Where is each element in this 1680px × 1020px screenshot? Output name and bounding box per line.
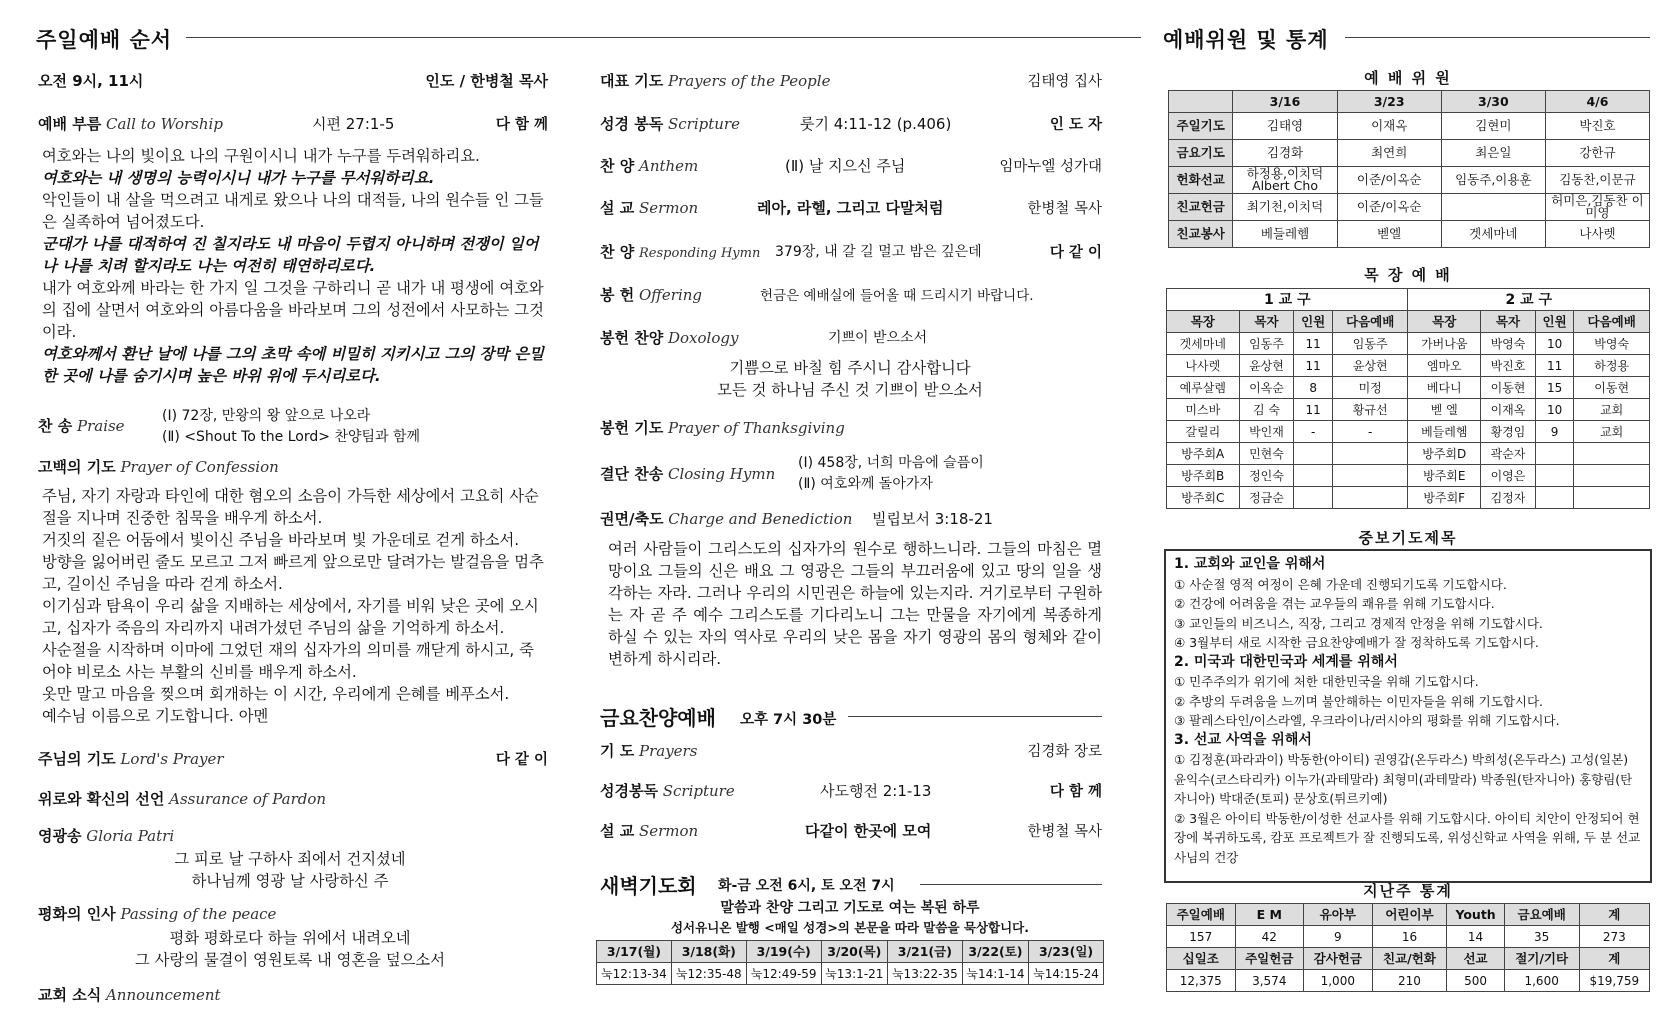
stats-value: 3,574: [1235, 970, 1304, 992]
committee-corner: [1169, 91, 1233, 113]
praise-label: 찬 송 Praise: [38, 417, 125, 435]
stats-header: 어린이부: [1372, 904, 1447, 926]
confession-line: 이기심과 탐욕이 우리 삶을 지배하는 세상에서, 자기를 비워 낮은 곳에 오시고, 십자가 죽음의 자리까지 내려가셨던 주님의 삶을 기억하게 하소서.: [42, 597, 539, 637]
committee-cell: [1441, 194, 1545, 221]
dawn-heading: 새벽기도회: [600, 874, 697, 898]
mokjang-row: [1167, 355, 1650, 377]
mokjang-table: [1166, 288, 1650, 509]
gloria-line-1: 그 피로 날 구하사 죄에서 건지셨네: [174, 850, 406, 868]
lords-prayer: 주님의 기도 Lord's Prayer: [38, 750, 224, 768]
call-ref: 시편 27:1-5: [312, 115, 395, 133]
anthem-who: 임마누엘 성가대: [999, 159, 1102, 175]
order-heading: 주일예배 순서: [36, 28, 173, 52]
psalm-verse: 여호와는 나의 빛이요 나의 구원이시니 내가 누구를 두려워하리요.: [42, 147, 480, 165]
mokjang-header: 인원: [1294, 311, 1333, 333]
friday-scripture: 성경봉독 Scripture: [600, 782, 735, 800]
peace-label: 평화의 인사 Passing of the peace: [38, 905, 277, 923]
mokjang-cell: [1535, 465, 1574, 487]
stats-value: $19,759: [1579, 970, 1649, 992]
psalm-verse: 여호와께서 환난 날에 나를 그의 초막 속에 비밀히 지키시고 그의 장막 은밀한 곳에 나를 숨기시며 높은 바위 위에 두시리로다.: [42, 345, 544, 385]
prayer-item: ② 건강에 어려움을 겪는 교우들의 쾌유를 위해 기도합시다.: [1174, 596, 1495, 611]
mokjang-cell: 가버나움: [1408, 333, 1481, 355]
friday-scripture-who: 다 함 께: [1049, 784, 1102, 800]
call-who: 다 함 께: [495, 117, 548, 133]
last-week-title: 지난주 통계: [1363, 882, 1453, 900]
stats-value: 500: [1447, 970, 1504, 992]
stats-header: 절기/기타: [1504, 948, 1579, 970]
doxology-title: 기쁘이 받으소서: [828, 330, 928, 346]
committee-role: 헌화선교: [1169, 167, 1233, 194]
committee-cell: 벧엘: [1337, 221, 1441, 248]
stats-header: Youth: [1447, 904, 1504, 926]
gloria-line-2: 하나님께 영광 날 사랑하신 주: [191, 872, 389, 890]
mokjang-cell: 이영은: [1481, 465, 1536, 487]
committee-cell: 최기천,이치덕: [1233, 194, 1337, 221]
sermon-title: 레아, 라헬, 그리고 다말처럼: [757, 199, 944, 217]
mokjang-cell: 정금순: [1239, 487, 1294, 509]
mokjang-cell: 임동주: [1239, 333, 1294, 355]
dawn-day: 3/20(목): [821, 941, 887, 963]
mokjang-cell: 김정자: [1481, 487, 1536, 509]
mokjang-cell: 교회: [1574, 399, 1650, 421]
prayer-item: ③ 팔레스타인/이스라엘, 우크라이나/러시아의 평화를 위해 기도합시다.: [1174, 713, 1560, 728]
mokjang-cell: 방주회C: [1167, 487, 1240, 509]
mokjang-cell: 11: [1294, 355, 1333, 377]
psalm-verse: 악인들이 내 살을 먹으려고 내게로 왔으나 나의 대적들, 나의 원수들 인 그들은 실족하여 넘어졌도다.: [42, 191, 544, 231]
mokjang-row: [1167, 421, 1650, 443]
committee-cell: 하정용,이치덕 Albert Cho: [1233, 167, 1337, 194]
mokjang-cell: [1294, 443, 1333, 465]
mokjang-cell: [1332, 443, 1408, 465]
stats-header: 계: [1579, 948, 1649, 970]
mokjang-cell: 미정: [1332, 377, 1408, 399]
mokjang-header: 다음예배: [1332, 311, 1408, 333]
committee-cell: 나사렛: [1545, 221, 1649, 248]
mokjang-row: [1167, 399, 1650, 421]
dawn-day: 3/17(월): [597, 941, 672, 963]
offering-note: 헌금은 예배실에 들어올 때 드리시기 바랍니다.: [760, 288, 1034, 304]
mokjang-header: 목장: [1167, 311, 1240, 333]
call-to-worship: 예배 부름 Call to Worship: [38, 115, 223, 133]
committee-date: 3/23: [1337, 91, 1441, 113]
announcement: 교회 소식 Announcement: [38, 986, 221, 1004]
dawn-rule: [920, 884, 1102, 885]
friday-prayers-who: 김경화 장로: [1027, 744, 1102, 760]
dawn-subtitle-1: 말씀과 찬양 그리고 기도로 여는 복된 하루: [720, 900, 980, 916]
confession-label: 고백의 기도 Prayer of Confession: [38, 458, 279, 476]
committee-cell: 강한규: [1545, 140, 1649, 167]
mokjang-cell: -: [1332, 421, 1408, 443]
mokjang-cell: 이동현: [1481, 377, 1536, 399]
dawn-schedule-table: [596, 940, 1104, 985]
heading-rule: [186, 37, 1141, 38]
mokjang-cell: 9: [1535, 421, 1574, 443]
group-1-header: 1 교 구: [1167, 289, 1408, 311]
committee-cell: 박진호: [1545, 113, 1649, 140]
mokjang-cell: 베다니: [1408, 377, 1481, 399]
mokjang-cell: -: [1294, 421, 1333, 443]
scripture-who: 인 도 자: [1049, 117, 1102, 133]
mokjang-cell: 방주회E: [1408, 465, 1481, 487]
stats-value: 1,000: [1304, 970, 1373, 992]
stats-heading: 예배위원 및 통계: [1163, 28, 1329, 52]
sermon-who: 한병철 목사: [1027, 201, 1102, 217]
mokjang-cell: 미스바: [1167, 399, 1240, 421]
anthem: 찬 양 Anthem: [600, 157, 699, 175]
mokjang-title: 목 장 예 배: [1364, 266, 1452, 284]
doxology-line-1: 기쁨으로 바칠 힘 주시니 감사합니다: [729, 359, 971, 377]
stats-value: 273: [1579, 926, 1649, 948]
praise-line-2: (Ⅱ) <Shout To the Lord> 찬양팀과 함께: [162, 429, 421, 445]
peace-line-2: 그 사랑의 물결이 영원토록 내 영혼을 덮으소서: [135, 951, 445, 969]
stats-header: 십일조: [1167, 948, 1236, 970]
stats-value: 1,600: [1504, 970, 1579, 992]
mokjang-cell: 방주회B: [1167, 465, 1240, 487]
confession-text: [42, 485, 546, 727]
mokjang-cell: 박진호: [1481, 355, 1536, 377]
mokjang-cell: 교회: [1574, 421, 1650, 443]
mokjang-cell: 방주회A: [1167, 443, 1240, 465]
dawn-ref: 눅12:35-48: [671, 963, 746, 985]
dawn-ref: 눅14:1-14: [962, 963, 1028, 985]
prayer-item: ① 민주주의가 위기에 처한 대한민국을 위해 기도합시다.: [1174, 674, 1479, 689]
mokjang-cell: 황규선: [1332, 399, 1408, 421]
mokjang-cell: 11: [1294, 333, 1333, 355]
prayer-item: ③ 교인들의 비즈니스, 직장, 그리고 경제적 안정을 위해 기도합시다.: [1174, 615, 1543, 631]
psalm-verse: 여호와는 내 생명의 능력이시니 내가 누구를 무서워하리요.: [42, 169, 435, 187]
stats-header: 주일헌금: [1235, 948, 1304, 970]
mokjang-cell: 정인숙: [1239, 465, 1294, 487]
stats-value: 9: [1304, 926, 1373, 948]
mokjang-cell: 11: [1535, 355, 1574, 377]
committee-row: [1169, 113, 1650, 140]
prayer-section-heading: 1. 교회와 교인을 위해서: [1174, 556, 1326, 572]
committee-cell: 베들레헴: [1233, 221, 1337, 248]
mokjang-header: 인원: [1535, 311, 1574, 333]
closing-hymn: 결단 찬송 Closing Hymn: [600, 465, 776, 483]
friday-scripture-ref: 사도행전 2:1-13: [820, 782, 932, 800]
confession-line: 주님, 자기 자랑과 타인에 대한 혐오의 소음이 가득한 세상에서 고요히 사순절을 지나며 진중한 침묵을 배우게 하소서.: [42, 487, 539, 527]
committee-cell: 임동주,이용훈: [1441, 167, 1545, 194]
doxology-line-2: 모든 것 하나님 주신 것 기쁘이 받으소서: [717, 381, 983, 399]
mokjang-cell: 방주회F: [1408, 487, 1481, 509]
mokjang-cell: 이재옥: [1481, 399, 1536, 421]
people-who: 김태영 집사: [1027, 74, 1102, 90]
dawn-day: 3/21(금): [887, 941, 962, 963]
dawn-ref: 눅14:15-24: [1029, 963, 1104, 985]
mokjang-header: 목장: [1408, 311, 1481, 333]
dawn-ref: 눅12:49-59: [746, 963, 821, 985]
mokjang-cell: 11: [1294, 399, 1333, 421]
confession-line: 예수님 이름으로 기도합니다. 아멘: [42, 707, 269, 725]
friday-rule: [848, 716, 1102, 717]
prayer-item: ① 김정훈(파라과이) 박동한(아이티) 권영갑(온두라스) 박희성(온두라스) 고성(일본) 윤익수(코스타리카) 이누가(과테말라) 최형미(과테말라) 박종원(탄자니아) 홍향림(탄자니아) 박대준(토피) 문상호(튀르키예): [1174, 752, 1633, 806]
stats-header: 금요예배: [1504, 904, 1579, 926]
mokjang-cell: 15: [1535, 377, 1574, 399]
friday-sermon-who: 한병철 목사: [1027, 824, 1102, 840]
stats-value: 157: [1167, 926, 1236, 948]
charge-text: 여러 사람들이 그리스도의 십자가의 원수로 행하느니라. 그들의 마침은 멸망이요 그들의 신은 배요 그 영광은 그들의 부끄러움에 있고 땅의 일을 생각하는 자라. 그러나 우리의 시민권은 하늘에 있는지라. 거기로부터 구원하는 자 곧 주 예수 그리스도를 기다리노니 그는 만물을 자기에게 복종하게 하실 수 있는 자의 역사로 우리의 낮은 몸을 자기 영광의 몸의 형체와 같이 변하게 하시리라.: [608, 540, 1102, 668]
people-prayer: 대표 기도 Prayers of the People: [600, 72, 831, 90]
mokjang-header: 목자: [1239, 311, 1294, 333]
committee-date: 4/6: [1545, 91, 1649, 113]
committee-cell: 김태영: [1233, 113, 1337, 140]
prayer-item: ① 사순절 영적 여정이 은혜 가운데 진행되기도록 기도합시다.: [1174, 576, 1507, 592]
dawn-day: 3/18(화): [671, 941, 746, 963]
committee-cell: 겟세마네: [1441, 221, 1545, 248]
stats-header: 유아부: [1304, 904, 1373, 926]
committee-table: [1168, 90, 1650, 248]
mokjang-cell: [1574, 443, 1650, 465]
mokjang-row: [1167, 487, 1650, 509]
peace-line-1: 평화 평화로다 하늘 위에서 내려오네: [169, 929, 411, 947]
dawn-ref: 눅12:13-34: [597, 963, 672, 985]
committee-cell: 허미은,김동찬 이미영: [1545, 194, 1649, 221]
mokjang-cell: [1574, 465, 1650, 487]
mokjang-cell: 임동주: [1332, 333, 1408, 355]
doxology: 봉헌 찬양 Doxology: [600, 329, 739, 347]
mokjang-cell: 8: [1294, 377, 1333, 399]
prayer-section-heading: 3. 선교 사역을 위해서: [1174, 731, 1312, 748]
stats-header: 감사헌금: [1304, 948, 1373, 970]
mokjang-header: 목자: [1481, 311, 1536, 333]
dawn-day: 3/22(토): [962, 941, 1028, 963]
mokjang-cell: 황경임: [1481, 421, 1536, 443]
prayer-title: 중보기도제목: [1358, 529, 1458, 547]
group-2-header: 2 교 구: [1408, 289, 1650, 311]
praise-line-1: (Ⅰ) 72장, 만왕의 왕 앞으로 나오라: [162, 408, 371, 424]
stats-header: 선교: [1447, 948, 1504, 970]
thanksgiving-prayer: 봉헌 기도 Prayer of Thanksgiving: [600, 419, 845, 437]
mokjang-cell: 윤상현: [1239, 355, 1294, 377]
scripture: 성경 봉독 Scripture: [600, 115, 740, 133]
committee-role: 친교헌금: [1169, 194, 1233, 221]
psalm-verse: 내가 여호와께 바라는 한 가지 일 그것을 구하리니 곧 내가 내 평생에 여호와의 집에 살면서 여호와의 아름다움을 바라보며 그의 성전에서 사모하는 그것이라.: [42, 279, 544, 341]
mokjang-cell: 김 숙: [1239, 399, 1294, 421]
mokjang-cell: 엠마오: [1408, 355, 1481, 377]
mokjang-cell: 나사렛: [1167, 355, 1240, 377]
mokjang-row: [1167, 465, 1650, 487]
mokjang-row: [1167, 377, 1650, 399]
prayer-item: ② 추방의 두려움을 느끼며 불안해하는 이민자들을 위해 기도합시다.: [1174, 693, 1544, 709]
confession-line: 거짓의 짙은 어둠에서 빛이신 주님을 바라보며 빛 가운데로 걷게 하소서.: [42, 531, 520, 549]
psalm-verse: 군대가 나를 대적하여 진 칠지라도 내 마음이 두렵지 아니하며 전쟁이 일어나 나를 치려 할지라도 나는 여전히 태연하리로다.: [42, 235, 539, 275]
closing-line-1: (Ⅰ) 458장, 너희 마음에 슬픔이: [798, 455, 984, 471]
last-week-table: [1166, 903, 1650, 992]
mokjang-cell: 예루살렘: [1167, 377, 1240, 399]
prayer-section-heading: 2. 미국과 대한민국과 세계를 위해서: [1174, 653, 1398, 670]
mokjang-cell: 이동현: [1574, 377, 1650, 399]
prayer-item: ② 3월은 아이티 박동한/이성한 선교사를 위해 기도합시다. 아이티 치안이 안정되어 현장에 복귀하도록, 캄포 프로젝트가 잘 진행되도록, 위성신학교 사역을 위해, 두 분 선교사님의 건강: [1174, 810, 1641, 865]
committee-role: 금요기도: [1169, 140, 1233, 167]
mokjang-cell: [1294, 487, 1333, 509]
psalm-reading: [42, 145, 546, 387]
stats-value: 35: [1504, 926, 1579, 948]
stats-value: 210: [1372, 970, 1447, 992]
stats-header: E M: [1235, 904, 1304, 926]
stats-value: 16: [1372, 926, 1447, 948]
committee-cell: 이재옥: [1337, 113, 1441, 140]
dawn-ref: 눅13:1-21: [821, 963, 887, 985]
mokjang-cell: [1294, 465, 1333, 487]
committee-date: 3/16: [1233, 91, 1337, 113]
confession-line: 방향을 잃어버린 줄도 모르고 그저 빠르게 앞으로만 달려가는 발걸음을 멈추고, 길이신 주님을 따라 걷게 하소서.: [42, 553, 544, 593]
mokjang-cell: 윤상현: [1332, 355, 1408, 377]
scripture-ref: 룻기 4:11-12 (p.406): [800, 115, 952, 133]
stats-header: 계: [1579, 904, 1649, 926]
dawn-day: 3/19(수): [746, 941, 821, 963]
anthem-title: (Ⅱ) 날 지으신 주님: [785, 157, 906, 175]
dawn-time: 화-금 오전 6시, 토 오전 7시: [718, 878, 895, 894]
mokjang-header: 다음예배: [1574, 311, 1650, 333]
mokjang-row: [1167, 443, 1650, 465]
friday-heading: 금요찬양예배: [600, 706, 716, 730]
mokjang-cell: [1535, 443, 1574, 465]
charge-benediction: 권면/축도 Charge and Benediction: [600, 510, 853, 528]
mokjang-cell: 방주회D: [1408, 443, 1481, 465]
confession-line: 사순절을 시작하며 이마에 그었던 재의 십자가의 의미를 깨닫게 하시고, 죽어야 비로소 사는 부활의 신비를 배우게 하소서.: [42, 641, 534, 681]
committee-role: 친교봉사: [1169, 221, 1233, 248]
committee-row: [1169, 194, 1650, 221]
dawn-ref: 눅13:22-35: [887, 963, 962, 985]
friday-time: 오후 7시 30분: [740, 712, 837, 728]
mokjang-cell: 곽순자: [1481, 443, 1536, 465]
dawn-subtitle-2: 성서유니온 발행 <매일 성경>의 본문을 따라 말씀을 묵상합니다.: [670, 920, 1030, 935]
stats-header: 주일예배: [1167, 904, 1236, 926]
mokjang-cell: [1332, 487, 1408, 509]
friday-sermon-title: 다같이 한곳에 모여: [805, 822, 932, 840]
committee-cell: 김동찬,이문규: [1545, 167, 1649, 194]
mokjang-cell: 베들레헴: [1408, 421, 1481, 443]
committee-cell: 이준/이옥순: [1337, 194, 1441, 221]
stats-value: 12,375: [1167, 970, 1236, 992]
mokjang-row: [1167, 333, 1650, 355]
committee-title: 예 배 위 원: [1364, 69, 1452, 87]
charge-ref: 빌립보서 3:18-21: [872, 510, 993, 528]
committee-cell: 최은일: [1441, 140, 1545, 167]
committee-cell: 김경화: [1233, 140, 1337, 167]
committee-role: 주일기도: [1169, 113, 1233, 140]
mokjang-cell: 하정용: [1574, 355, 1650, 377]
mokjang-cell: [1535, 487, 1574, 509]
committee-cell: 김현미: [1441, 113, 1545, 140]
committee-date: 3/30: [1441, 91, 1545, 113]
closing-line-2: (Ⅱ) 여호와께 돌아가자: [798, 476, 933, 492]
responding-hymn: 찬 양 Responding Hymn: [600, 243, 761, 261]
mokjang-cell: [1574, 487, 1650, 509]
committee-row: [1169, 140, 1650, 167]
mokjang-cell: 박인재: [1239, 421, 1294, 443]
offering: 봉 헌 Offering: [600, 286, 703, 304]
mokjang-cell: 겟세마네: [1167, 333, 1240, 355]
mokjang-cell: 박영숙: [1574, 333, 1650, 355]
confession-line: 옷만 말고 마음을 찢으며 회개하는 이 시간, 우리에게 은혜를 베푸소서.: [42, 685, 510, 703]
assurance: 위로와 확신의 선언 Assurance of Pardon: [38, 790, 327, 808]
service-leader: 인도 / 한병철 목사: [425, 72, 548, 90]
committee-row: [1169, 221, 1650, 248]
mokjang-cell: 10: [1535, 399, 1574, 421]
prayer-list: [1164, 549, 1652, 883]
prayer-item: ④ 3월부터 새로 시작한 금요찬양예배가 잘 정착하도록 기도합시다.: [1174, 635, 1539, 650]
mokjang-cell: 갈릴리: [1167, 421, 1240, 443]
responding-title: 379장, 내 갈 길 멀고 밤은 깊은데: [775, 244, 982, 260]
mokjang-cell: 이옥순: [1239, 377, 1294, 399]
stats-value: 42: [1235, 926, 1304, 948]
mokjang-cell: 벧 엘: [1408, 399, 1481, 421]
mokjang-cell: 박영숙: [1481, 333, 1536, 355]
mokjang-cell: 민현숙: [1239, 443, 1294, 465]
committee-cell: 최연희: [1337, 140, 1441, 167]
dawn-day: 3/23(일): [1029, 941, 1104, 963]
friday-prayers: 기 도 Prayers: [600, 742, 698, 760]
friday-sermon: 설 교 Sermon: [600, 822, 699, 840]
gloria-label: 영광송 Gloria Patri: [38, 827, 175, 845]
lords-who: 다 같 이: [495, 752, 548, 768]
service-time: 오전 9시, 11시: [38, 72, 144, 90]
stats-header: 친교/헌화: [1372, 948, 1447, 970]
responding-who: 다 같 이: [1049, 245, 1102, 261]
sermon: 설 교 Sermon: [600, 199, 699, 217]
mokjang-cell: [1332, 465, 1408, 487]
committee-row: [1169, 167, 1650, 194]
committee-cell: 이준/이옥순: [1337, 167, 1441, 194]
stats-rule: [1345, 37, 1650, 38]
stats-value: 14: [1447, 926, 1504, 948]
mokjang-cell: 10: [1535, 333, 1574, 355]
